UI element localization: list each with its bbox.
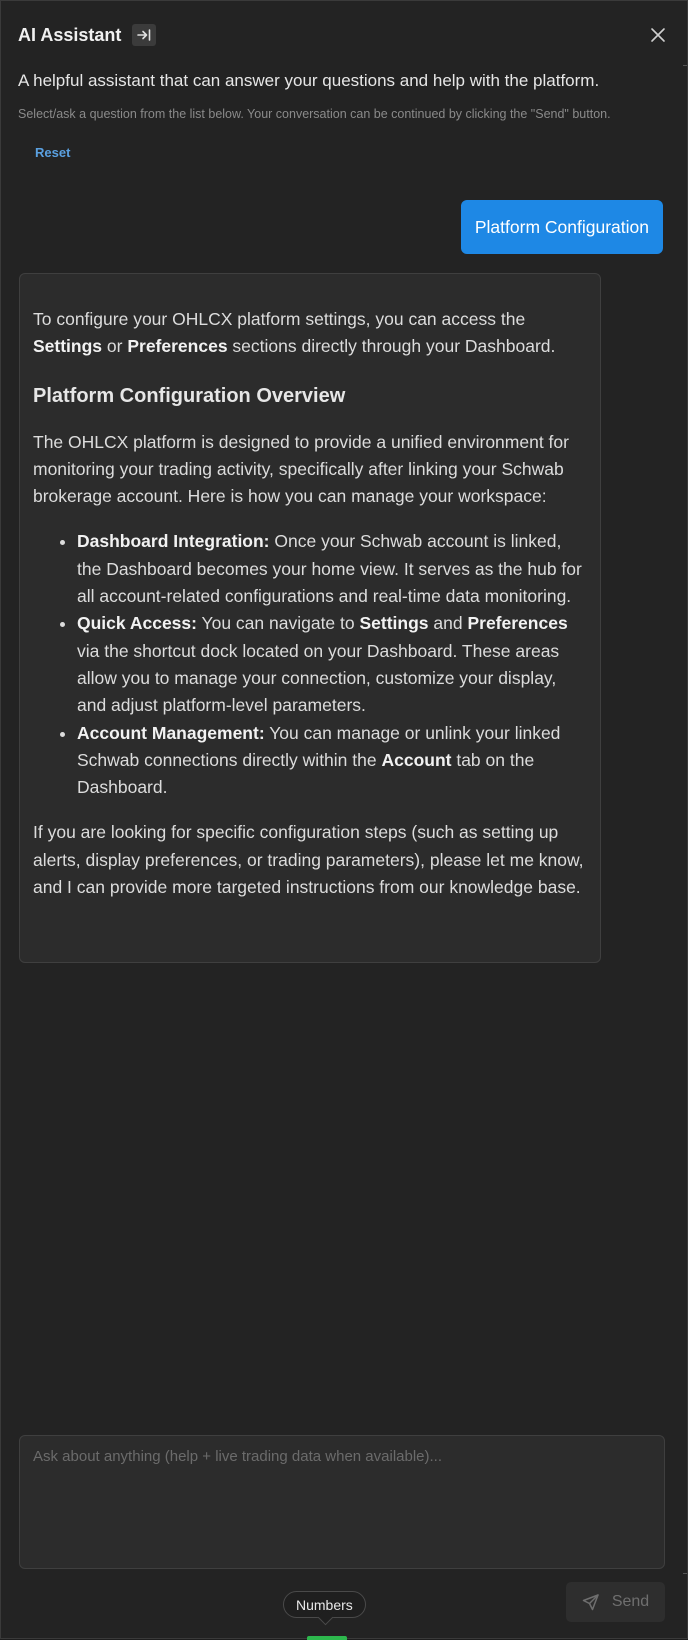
numbers-label: Numbers: [296, 1596, 353, 1613]
bold-settings: Settings: [33, 336, 103, 357]
list-item-text: tab on the Dashboard.: [77, 749, 535, 798]
list-item-title: Dashboard Integration:: [77, 531, 270, 552]
response-intro: [33, 306, 587, 361]
response-list: [33, 528, 587, 801]
list-item-text: via the shortcut dock located on your Dashboard. These areas allow you to manage your connection, customize your display, and adjust platform-level parameters.: [77, 640, 560, 716]
text-span: or: [102, 336, 128, 357]
list-item-title: Account Management:: [77, 722, 265, 743]
close-icon: [650, 27, 666, 43]
edge-divider: [683, 65, 687, 66]
collapse-panel-button[interactable]: [132, 24, 156, 46]
user-message-bubble: [461, 200, 663, 254]
list-item-text: and: [428, 613, 468, 634]
list-item-dashboard-integration: [77, 528, 587, 610]
text-span: To configure your OHLCX platform settings, you can access the: [33, 309, 526, 329]
list-item-text: You can manage or unlink your linked Schwab connections directly within the: [77, 722, 561, 770]
list-item-quick-access: [77, 610, 587, 719]
collapse-right-icon: [137, 29, 151, 41]
message-input[interactable]: [20, 1436, 664, 1568]
assistant-description: A helpful assistant that can answer your questions and help with the platform.: [18, 71, 600, 90]
list-item-account-management: [77, 720, 587, 802]
response-paragraph: The OHLCX platform is designed to provide a unified environment for monitoring your trading activity, specifically after linking your Schwab brokerage account. Here is how you can manage your workspace:: [33, 431, 569, 507]
list-item-title: Quick Access:: [77, 613, 197, 634]
panel-title: AI Assistant: [18, 24, 122, 45]
user-message-text: Platform Configuration: [474, 216, 649, 237]
bold-account: Account: [381, 749, 452, 770]
list-item-text: Once your Schwab account is linked, the Dashboard becomes your home view. It serves as the hub for all account-related configurations and real-time data monitoring.: [77, 531, 582, 607]
send-icon: [582, 1593, 600, 1611]
numbers-tooltip[interactable]: [283, 1591, 366, 1618]
list-item-text: You can navigate to: [196, 613, 360, 634]
usage-hint: Select/ask a question from the list below. Your conversation can be continued by clicking the "Send" button.: [18, 107, 611, 121]
text-span: sections directly through your Dashboard.: [227, 336, 556, 357]
bold-settings: Settings: [359, 613, 429, 634]
close-button[interactable]: [646, 23, 670, 47]
message-input-box[interactable]: [19, 1435, 665, 1569]
assistant-response-card: [19, 273, 601, 963]
status-indicator: [307, 1636, 347, 1640]
send-button[interactable]: [566, 1582, 665, 1622]
edge-divider: [683, 1573, 687, 1574]
reset-button[interactable]: Reset: [35, 145, 71, 160]
bold-preferences: Preferences: [467, 613, 568, 634]
response-closing: If you are looking for specific configuration steps (such as setting up alerts, display preferences, or trading parameters), please let me know, and I can provide more targeted instructions from our knowledge base.: [33, 822, 584, 898]
bold-preferences: Preferences: [127, 336, 228, 357]
response-heading: Platform Configuration Overview: [33, 384, 346, 407]
send-label: Send: [611, 1593, 650, 1610]
panel-header: [18, 21, 670, 49]
